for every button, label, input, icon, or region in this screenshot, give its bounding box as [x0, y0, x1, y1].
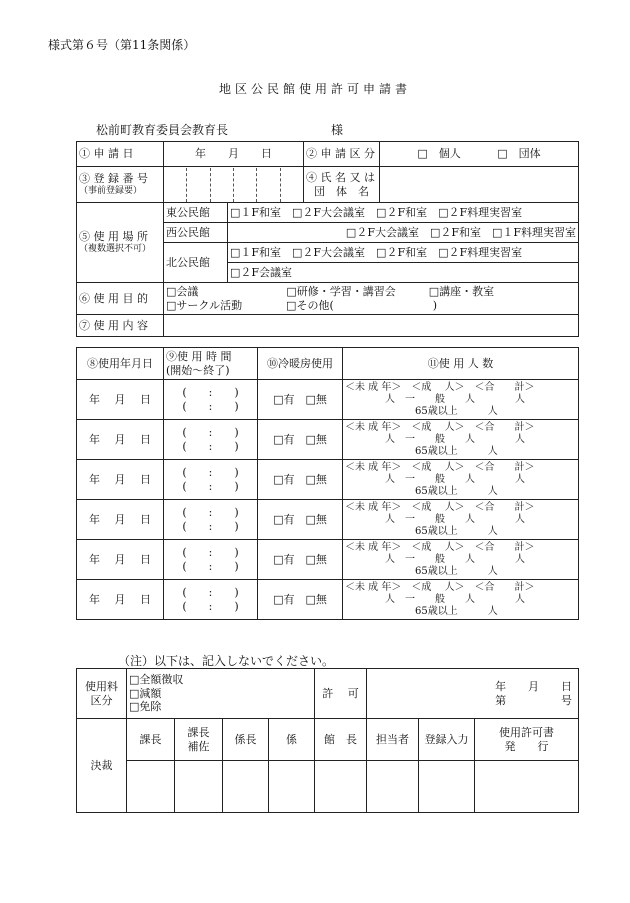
schedule-time-text: ( : ) ( : ) — [182, 505, 239, 533]
stamp-box[interactable] — [127, 761, 175, 813]
note: （注）以下は、記入しないでください。 — [118, 654, 335, 668]
schedule-ac-text: □有 □無 — [273, 432, 327, 446]
schedule-people[interactable] — [343, 540, 579, 580]
option-individual[interactable]: □ 個人 — [417, 147, 461, 161]
office-table — [76, 668, 579, 813]
stamp-box[interactable] — [315, 761, 367, 813]
schedule-date[interactable] — [77, 380, 164, 420]
app-date-label: ① 申 請 日 — [77, 142, 164, 167]
schedule-date-text: 年 月 日 — [89, 552, 151, 566]
schedule-date-text: 年 月 日 — [89, 472, 151, 486]
schedule-ac-text: □有 □無 — [273, 552, 327, 566]
role-label: 登録入力 — [419, 719, 475, 761]
content-label: ⑦ 使 用 内 容 — [77, 315, 164, 337]
place-sub: （複数選択不可） — [79, 243, 152, 254]
schedule-row — [77, 540, 579, 580]
schedule-people-text: ＜未 成 年＞ ＜成 人＞ ＜合 計＞ 人 一 般 人 人 65歳以上 人 — [345, 501, 535, 537]
form-number: 様式第６号（第11条関係） — [48, 38, 196, 52]
east-hall: 東公民館 — [164, 203, 228, 223]
role-label: 館 長 — [315, 719, 367, 761]
fee-label-2: 区分 — [90, 693, 113, 707]
east-rooms[interactable]: □１F和室 □２F大会議室 □２F和室 □２F料理実習室 — [228, 203, 579, 223]
schedule-time-text: ( : ) ( : ) — [182, 545, 239, 573]
app-date-field[interactable]: 年 月 日 — [164, 142, 304, 167]
option-group[interactable]: □ 団体 — [497, 147, 541, 161]
schedule-people-text: ＜未 成 年＞ ＜成 人＞ ＜合 計＞ 人 一 般 人 人 65歳以上 人 — [345, 421, 535, 457]
reg-number-field[interactable] — [164, 167, 304, 203]
name-label: ④ 氏 名 又 は — [306, 170, 375, 184]
schedule-time[interactable] — [164, 540, 258, 580]
permit-number[interactable]: 第 号 — [495, 693, 573, 707]
schedule-time[interactable] — [164, 460, 258, 500]
stamp-box[interactable] — [269, 761, 315, 813]
north-hall: 北公民館 — [164, 243, 228, 283]
schedule-date-text: 年 月 日 — [89, 432, 151, 446]
schedule-ac[interactable] — [258, 580, 343, 620]
schedule-row — [77, 380, 579, 420]
schedule-date[interactable] — [77, 540, 164, 580]
schedule-date[interactable] — [77, 420, 164, 460]
stamp-box[interactable] — [175, 761, 223, 813]
schedule-people[interactable] — [343, 460, 579, 500]
schedule-people[interactable] — [343, 580, 579, 620]
stamp-box[interactable] — [223, 761, 269, 813]
schedule-table — [76, 347, 579, 620]
schedule-ac[interactable] — [258, 540, 343, 580]
app-type-options[interactable] — [380, 142, 579, 167]
role-label: 使用許可書 発 行 — [475, 719, 579, 761]
col-time: ⑨使 用 時 間 — [166, 349, 232, 363]
stamp-box[interactable] — [419, 761, 475, 813]
schedule-date[interactable] — [77, 460, 164, 500]
purpose-line-2[interactable]: □サークル活動 □その他( ) — [166, 298, 438, 312]
schedule-ac-text: □有 □無 — [273, 512, 327, 526]
west-rooms[interactable]: □２F大会議室 □２F和室 □１F料理実習室 — [228, 223, 579, 243]
north-rooms-2[interactable]: □２F会議室 — [228, 263, 579, 283]
schedule-time[interactable] — [164, 580, 258, 620]
reg-number-label: ③ 登 録 番 号 — [79, 172, 148, 185]
reg-number-sub: （事前登録要） — [79, 185, 143, 196]
schedule-time-text: ( : ) ( : ) — [182, 385, 239, 413]
schedule-row — [77, 500, 579, 540]
role-label: 課長 — [127, 719, 175, 761]
kessai-label: 決裁 — [77, 719, 127, 813]
west-hall: 西公民館 — [164, 223, 228, 243]
schedule-people-text: ＜未 成 年＞ ＜成 人＞ ＜合 計＞ 人 一 般 人 人 65歳以上 人 — [345, 461, 535, 497]
schedule-date-text: 年 月 日 — [89, 392, 151, 406]
schedule-ac-text: □有 □無 — [273, 392, 327, 406]
schedule-date[interactable] — [77, 580, 164, 620]
permit-label: 許 可 — [315, 669, 367, 719]
schedule-time-text: ( : ) ( : ) — [182, 425, 239, 453]
schedule-row — [77, 580, 579, 620]
name-label-2: 団 体 名 — [314, 184, 369, 198]
schedule-ac-text: □有 □無 — [273, 472, 327, 486]
role-label: 係 — [269, 719, 315, 761]
role-label: 課長 補佐 — [175, 719, 223, 761]
purpose-label: ⑥ 使 用 目 的 — [77, 283, 164, 315]
honorific: 様 — [331, 123, 344, 137]
content-field[interactable] — [164, 315, 579, 337]
schedule-date-text: 年 月 日 — [89, 592, 151, 606]
schedule-time-text: ( : ) ( : ) — [182, 585, 239, 613]
schedule-ac[interactable] — [258, 460, 343, 500]
purpose-options[interactable] — [164, 283, 579, 315]
col-date: ⑧使用年月日 — [77, 348, 164, 380]
schedule-people-text: ＜未 成 年＞ ＜成 人＞ ＜合 計＞ 人 一 般 人 人 65歳以上 人 — [345, 381, 535, 417]
schedule-ac[interactable] — [258, 380, 343, 420]
fee-label: 使用料 — [85, 679, 118, 693]
schedule-people[interactable] — [343, 380, 579, 420]
schedule-people[interactable] — [343, 500, 579, 540]
schedule-people-text: ＜未 成 年＞ ＜成 人＞ ＜合 計＞ 人 一 般 人 人 65歳以上 人 — [345, 541, 535, 577]
schedule-people-text: ＜未 成 年＞ ＜成 人＞ ＜合 計＞ 人 一 般 人 人 65歳以上 人 — [345, 581, 535, 617]
name-field[interactable] — [380, 167, 579, 203]
application-table — [76, 141, 579, 337]
fee-reduced[interactable]: □減額 — [129, 686, 162, 700]
app-type-label: ② 申 請 区 分 — [304, 142, 380, 167]
place-label: ⑤ 使 用 場 所 — [79, 230, 148, 243]
schedule-date-text: 年 月 日 — [89, 512, 151, 526]
addressee: 松前町教育委員会教育長 — [96, 123, 229, 137]
north-rooms-1[interactable]: □１F和室 □２F大会議室 □２F和室 □２F料理実習室 — [228, 243, 579, 263]
permit-date[interactable]: 年 月 日 — [495, 679, 573, 693]
role-label: 担当者 — [367, 719, 419, 761]
role-label: 係長 — [223, 719, 269, 761]
col-time-sub: (開始～終了) — [166, 363, 230, 377]
schedule-time[interactable] — [164, 420, 258, 460]
col-ac: ⑩冷暖房使用 — [258, 348, 343, 380]
schedule-ac[interactable] — [258, 420, 343, 460]
fee-exempt[interactable]: □免除 — [129, 700, 162, 714]
schedule-time[interactable] — [164, 380, 258, 420]
stamp-box[interactable] — [367, 761, 419, 813]
schedule-time[interactable] — [164, 500, 258, 540]
schedule-row — [77, 420, 579, 460]
schedule-row — [77, 460, 579, 500]
schedule-date[interactable] — [77, 500, 164, 540]
schedule-ac[interactable] — [258, 500, 343, 540]
schedule-time-text: ( : ) ( : ) — [182, 465, 239, 493]
page-title: 地区公民館使用許可申請書 — [218, 82, 411, 96]
fee-options[interactable] — [127, 669, 315, 719]
fee-full[interactable]: □全額徴収 — [129, 672, 184, 686]
col-people: ⑪使 用 人 数 — [343, 348, 579, 380]
stamp-box[interactable] — [475, 761, 579, 813]
purpose-line-1[interactable]: □会議 □研修・学習・講習会 □講座・教室 — [166, 284, 495, 298]
schedule-people[interactable] — [343, 420, 579, 460]
schedule-ac-text: □有 □無 — [273, 592, 327, 606]
